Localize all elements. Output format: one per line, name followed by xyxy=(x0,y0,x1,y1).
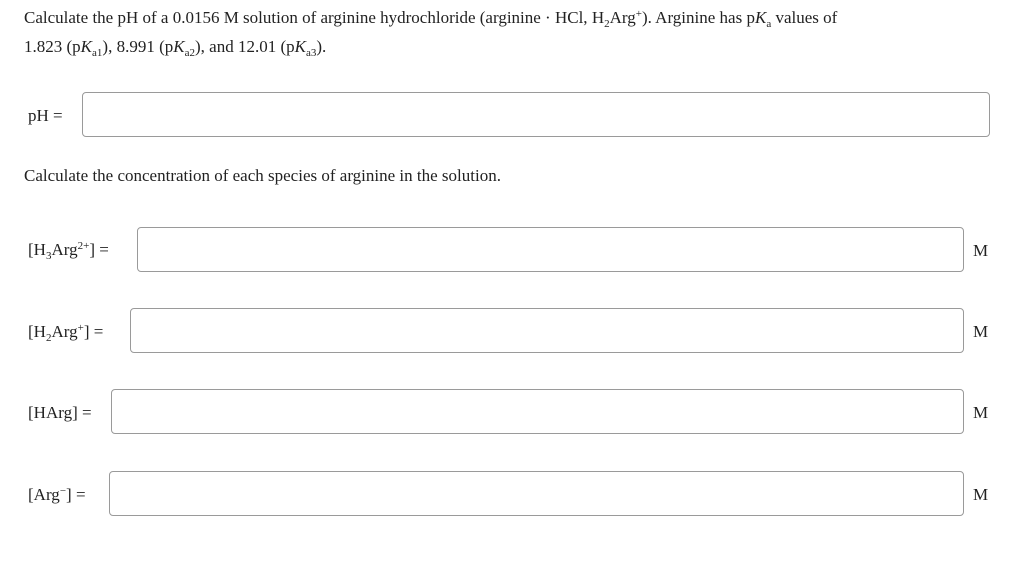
h3arg-unit: M xyxy=(973,241,989,260)
harg-label: [HArg] = xyxy=(28,403,92,422)
arg-concentration-input[interactable] xyxy=(109,471,964,516)
ph-label: pH = xyxy=(28,106,63,125)
harg-unit: M xyxy=(973,403,989,422)
h2arg-label: $[H_2Arg^+]$ = xyxy=(28,322,104,344)
h2arg-unit: M xyxy=(973,322,989,341)
h3arg-concentration-input[interactable] xyxy=(137,227,964,272)
sub-question-text: Calculate the concentration of each species of arginine in the solution. xyxy=(24,166,501,185)
harg-concentration-input[interactable] xyxy=(111,389,964,434)
arg-label: [Arg−] = xyxy=(28,485,86,504)
arg-unit: M xyxy=(973,485,989,504)
h3arg-label: $[H_3Arg^{2+}]$ = xyxy=(28,240,109,262)
ph-input[interactable] xyxy=(82,92,990,137)
question-text: Calculate the pH of a 0.0156 M solution of arginine hydrochloride (arginine · HCl, $H_2Arg^+$). Arginine has $pK_a$ values of 1.823 $(pK_{a1})$, 8.991 $(pK_{a2})$, and 12.01 $(pK_{a3})$. xyxy=(24,8,838,59)
h2arg-concentration-input[interactable] xyxy=(130,308,964,353)
